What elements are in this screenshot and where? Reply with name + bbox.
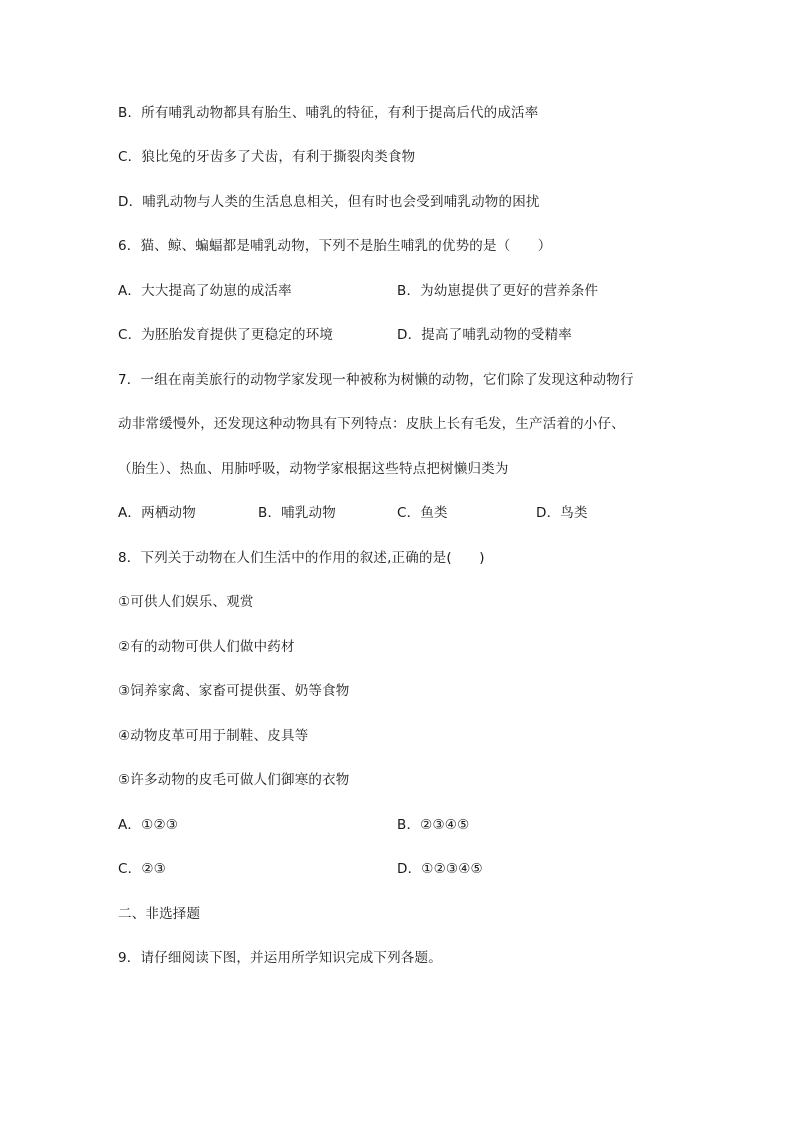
q8-item-3: ③饲养家禽、家畜可提供蛋、奶等食物 xyxy=(118,683,350,699)
q7-option-b: B．哺乳动物 xyxy=(258,505,336,521)
q7-stem-line-3: （胎生）、热血、用肺呼吸，动物学家根据这些特点把树懒归类为 xyxy=(118,461,509,477)
q7-option-a: A．两栖动物 xyxy=(118,505,196,521)
q8-option-d: D．①②③④⑤ xyxy=(397,861,483,877)
q7-option-c: C．鱼类 xyxy=(397,505,448,521)
q6-option-a: A．大大提高了幼崽的成活率 xyxy=(118,283,292,299)
q8-option-b: B．②③④⑤ xyxy=(397,817,470,833)
q9-stem: 9．请仔细阅读下图，并运用所学知识完成下列各题。 xyxy=(118,950,442,966)
q8-item-2: ②有的动物可供人们做中药材 xyxy=(118,639,295,655)
q6-stem: 6．猫、鲸、蝙蝠都是哺乳动物，下列不是胎生哺乳的优势的是（ ） xyxy=(118,238,552,254)
q8-item-1: ①可供人们娱乐、观赏 xyxy=(118,594,254,610)
q7-stem-line-1: 7．一组在南美旅行的动物学家发现一种被称为树懒的动物，它们除了发现这种动物行 xyxy=(118,372,634,388)
q6-option-d: D．提高了哺乳动物的受精率 xyxy=(397,327,572,343)
q7-stem-line-2: 动非常缓慢外，还发现这种动物具有下列特点：皮肤上长有毛发，生产活着的小仔、 xyxy=(118,416,625,432)
q8-option-c: C．②③ xyxy=(118,861,166,877)
q8-stem: 8．下列关于动物在人们生活中的作用的叙述,正确的是( ) xyxy=(118,550,485,566)
q5-option-b: B．所有哺乳动物都具有胎生、哺乳的特征，有利于提高后代的成活率 xyxy=(118,105,539,121)
q5-option-c: C．狼比兔的牙齿多了犬齿，有利于撕裂肉类食物 xyxy=(118,149,416,165)
q5-option-d: D．哺乳动物与人类的生活息息相关，但有时也会受到哺乳动物的困扰 xyxy=(118,194,540,210)
q8-option-a: A．①②③ xyxy=(118,817,179,833)
q7-option-d: D．鸟类 xyxy=(536,505,588,521)
q8-item-4: ④动物皮革可用于制鞋、皮具等 xyxy=(118,728,309,744)
q6-option-b: B．为幼崽提供了更好的营养条件 xyxy=(397,283,599,299)
q6-option-c: C．为胚胎发育提供了更稳定的环境 xyxy=(118,327,334,343)
q8-item-5: ⑤许多动物的皮毛可做人们御寒的衣物 xyxy=(118,772,350,788)
section-heading-nonchoice: 二、非选择题 xyxy=(118,906,201,922)
